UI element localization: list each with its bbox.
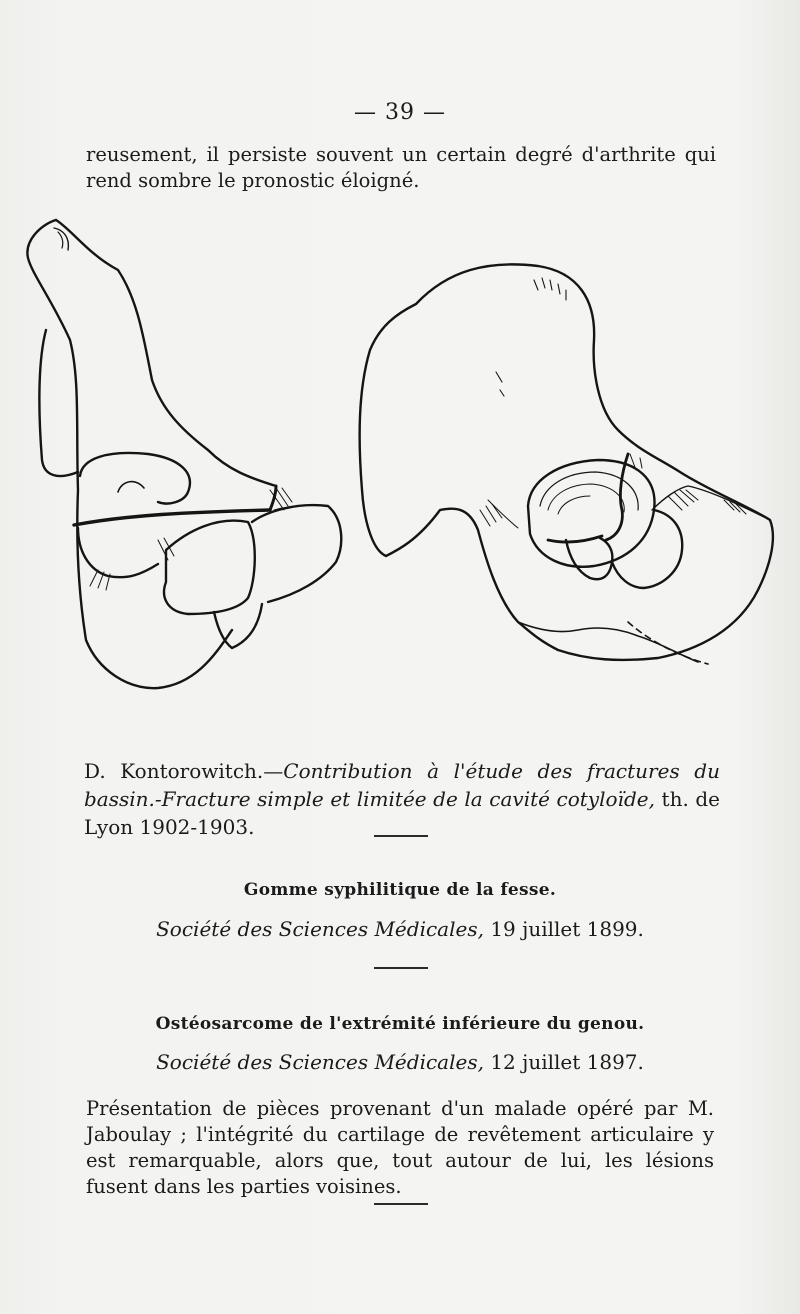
pelvis-fracture-figure xyxy=(18,210,788,700)
society-date: 12 juillet 1897. xyxy=(490,1050,644,1074)
separator-rule xyxy=(374,835,428,837)
pelvis-fracture-illustration-icon xyxy=(18,210,788,700)
society-date: 19 juillet 1899. xyxy=(490,917,644,941)
section-paragraph-osteosarcome: Présentation de pièces provenant d'un malade opéré par M. Jaboulay ; l'intégrité du cartilage de revêtement articulaire y est remarquable, alors que, tout autour de lui, les lésions fusent dans les parties voisines. xyxy=(86,1097,714,1198)
section-society-gomme xyxy=(0,917,800,941)
caption-author: D. Kontorowitch.— xyxy=(84,759,284,783)
caption-title: Contribution à l'étude des fractures du bassin.-Fracture simple et limitée de la cavité cotyloïde, xyxy=(84,759,720,811)
top-paragraph: reusement, il persiste souvent un certain degré d'arthrite qui rend sombre le pronostic éloigné. xyxy=(86,143,716,192)
figure-caption xyxy=(84,757,720,841)
society-name: Société des Sciences Médicales, xyxy=(156,917,484,941)
separator-rule xyxy=(374,1203,428,1205)
separator-rule xyxy=(374,967,428,969)
section-heading-osteosarcome: Ostéosarcome de l'extrémité inférieure du genou. xyxy=(155,1014,645,1034)
page-number: — 39 — xyxy=(354,100,446,125)
section-heading-gomme: Gomme syphilitique de la fesse. xyxy=(243,880,557,900)
section-society-osteosarcome xyxy=(0,1050,800,1074)
society-name: Société des Sciences Médicales, xyxy=(156,1050,484,1074)
caption-source: th. de Lyon 1902-1903. xyxy=(84,787,721,839)
